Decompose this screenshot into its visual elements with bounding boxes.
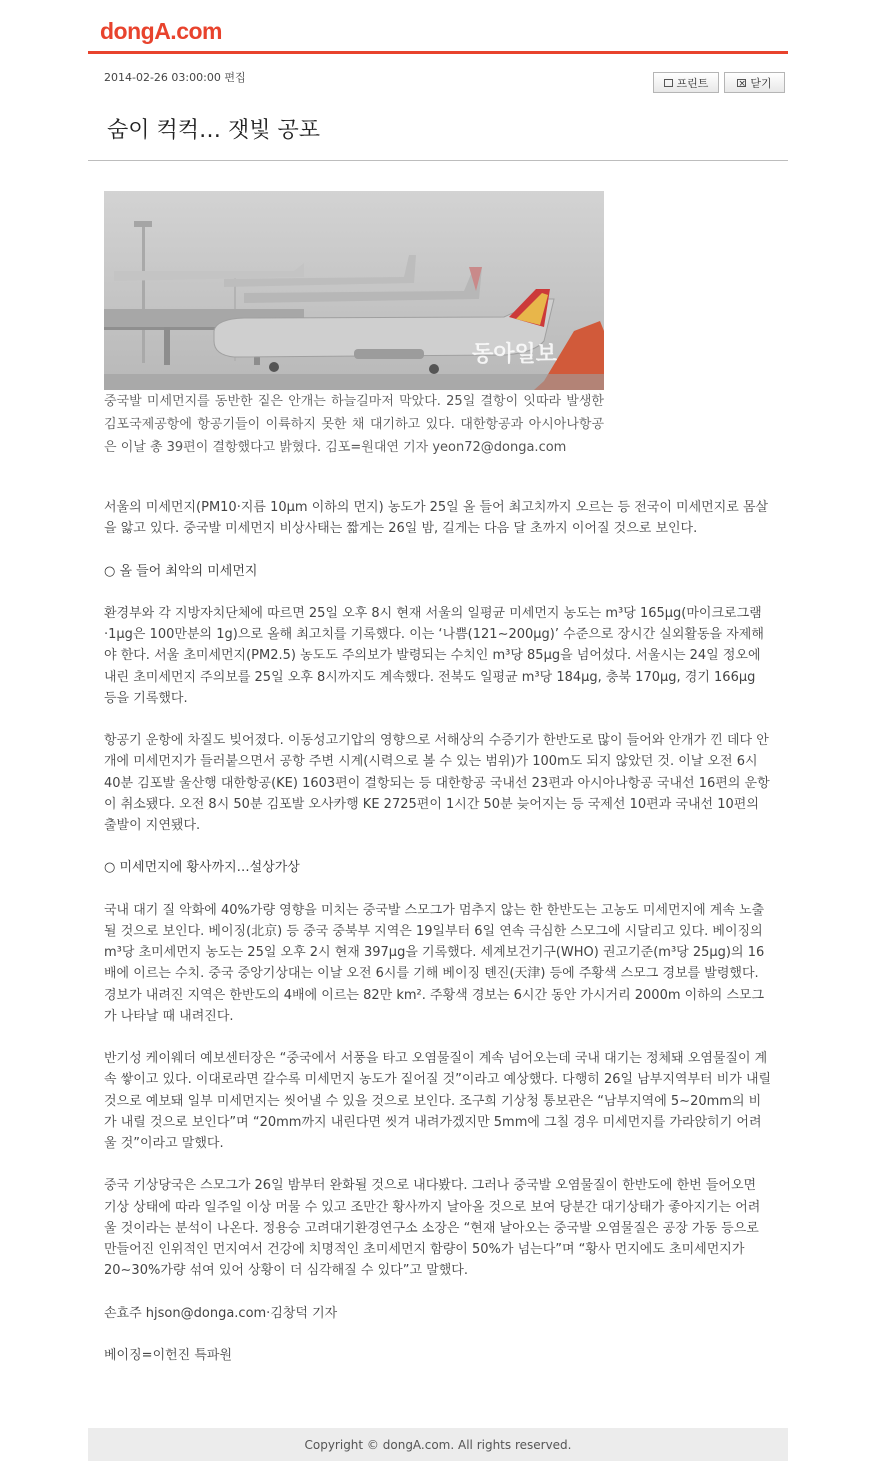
byline: 손효주 hjson@donga.com·김창덕 기자 bbox=[104, 1305, 338, 1321]
title-divider bbox=[88, 160, 788, 161]
article-paragraph: 국내 대기 질 악화에 40%가량 영향을 미치는 중국발 스모그가 멈추지 않는 한 한반도는 고농도 미세먼지에 계속 노출될 것으로 보인다. 베이징(北京) 등 중국 중북부 지역은 19일부터 6일 연속 극심한 스모그에 시달리고 있다. 베이징의 m³당 초미세먼지 농도는 25일 오후 2시 현재 397μg을 기록했다. 세계보건기구(WHO) 권고기준(m³당 25μg)의 16배에 이르는 수치. 중국 중앙기상대는 이날 오전 6시를 기해 베이징 톈진(天津) 등에 주황색 스모그 경보를 발령했다. 경보가 내려진 지역은 한반도의 4배에 이르는 82만 km². 주황색 경보는 6시간 동안 가시거리 2000m 이하의 스모그가 나타날 때 내려진다. bbox=[104, 902, 765, 1024]
article-paragraph: 서울의 미세먼지(PM10·지름 10μm 이하의 먼지) 농도가 25일 올 들어 최고치까지 오르는 등 전국이 미세먼지로 몸살을 앓고 있다. 중국발 미세먼지 비상사태는 짧게는 26일 밤, 길게는 다음 달 초까지 이어질 것으로 보인다. bbox=[104, 500, 769, 537]
print-button[interactable] bbox=[653, 72, 719, 93]
photo-caption: 중국발 미세먼지를 동반한 짙은 안개는 하늘길마저 막았다. 25일 결항이 잇따라 발생한 김포국제공항에 항공기들이 이륙하지 못한 채 대기하고 있다. 대한항공과 아시아나항공은 이날 총 39편이 결항했다고 밝혔다. 김포=원대연 기자 yeon72@donga.com bbox=[104, 394, 604, 455]
article-paragraph: 환경부와 각 지방자치단체에 따르면 25일 오후 8시 현재 서울의 일평균 미세먼지 농도는 m³당 165μg(마이크로그램·1μg은 100만분의 1g)으로 올해 최고치를 기록했다. 이는 ‘나쁨(121∼200μg)’ 수준으로 장시간 실외활동을 자제해야 한다. 서울 초미세먼지(PM2.5) 농도도 주의보가 발령되는 수치인 m³당 85μg을 넘어섰다. 서울시는 24일 정오에 내린 초미세먼지 주의보를 25일 오후 8시까지도 계속했다. 전북도 일평균 m³당 184μg, 충북 170μg, 경기 166μg 등을 기록했다. bbox=[104, 605, 764, 706]
article-paragraph: 중국 기상당국은 스모그가 26일 밤부터 완화될 것으로 내다봤다. 그러나 중국발 오염물질이 한반도에 한번 들어오면 기상 상태에 따라 일주일 이상 머물 수 있고 조만간 황사까지 날아올 것으로 보여 당분간 대기상태가 좋아지기는 어려울 것이라는 분석이 나온다. 정용승 고려대기환경연구소 소장은 “현재 날아오는 중국발 오염물질은 공장 가동 등으로 만들어진 인위적인 먼지여서 건강에 치명적인 초미세먼지 함량이 50%가 넘는다”며 “황사 먼지에도 초미세먼지가 20∼30%가량 섞여 있어 상황이 더 심각해질 수 있다”고 말했다. bbox=[104, 1178, 761, 1279]
header-accent-line bbox=[88, 51, 788, 54]
site-logo[interactable]: dongA.com bbox=[100, 18, 222, 44]
print-icon bbox=[664, 79, 673, 87]
byline-correspondent: 베이징=이헌진 특파원 bbox=[104, 1347, 233, 1363]
article-body bbox=[104, 497, 772, 1387]
foggy-airport-illustration bbox=[104, 191, 604, 390]
article-title: 숨이 컥컥… 잿빛 공포 bbox=[107, 118, 320, 143]
footer bbox=[88, 1428, 788, 1461]
close-button[interactable] bbox=[724, 72, 785, 93]
copyright-text: Copyright © dongA.com. All rights reserved. bbox=[304, 1437, 572, 1452]
article-paragraph: 반기성 케이웨더 예보센터장은 “중국에서 서풍을 타고 오염물질이 계속 넘어오는데 국내 대기는 정체돼 오염물질이 계속 쌓이고 있다. 이대로라면 갈수록 미세먼지 농도가 짙어질 것”이라고 예상했다. 다행히 26일 남부지역부터 비가 내릴 것으로 예보돼 일부 미세먼지는 씻어낼 수 있을 것으로 보인다. 조구희 기상청 통보관은 “남부지역에 5∼20mm의 비가 내릴 것으로 보인다”며 “20mm까지 내린다면 씻겨 내려가겠지만 5mm에 그칠 경우 미세먼지를 가라앉히기 어려울 것”이라고 말했다. bbox=[104, 1051, 772, 1151]
section-heading: ○ 올 들어 최악의 미세먼지 bbox=[104, 563, 258, 579]
article-date: 2014-02-26 03:00:00 편집 bbox=[104, 71, 246, 84]
close-icon: × bbox=[738, 78, 746, 89]
photo-watermark: 동아일보 bbox=[472, 342, 558, 367]
article-paragraph: 항공기 운항에 차질도 빚어졌다. 이동성고기압의 영향으로 서해상의 수증기가 한반도로 많이 들어와 안개가 낀 데다 안개에 미세먼지가 들러붙으면서 공항 주변 시계(시력으로 볼 수 있는 범위)가 100m도 되지 않았던 것. 이날 오전 6시 40분 김포발 울산행 대한항공(KE) 1603편이 결항되는 등 대한항공 국내선 23편과 아시아나항공 국내선 16편의 운항이 취소됐다. 오전 8시 50분 김포발 오사카행 KE 2725편이 1시간 50분 늦어지는 등 국제선 10편과 국내선 10편의 출발이 지연됐다. bbox=[104, 733, 770, 833]
print-button-label: 프린트 bbox=[676, 76, 709, 90]
section-heading: ○ 미세먼지에 황사까지…설상가상 bbox=[104, 860, 300, 876]
close-button-label: 닫기 bbox=[750, 76, 772, 90]
article-photo bbox=[104, 191, 604, 390]
